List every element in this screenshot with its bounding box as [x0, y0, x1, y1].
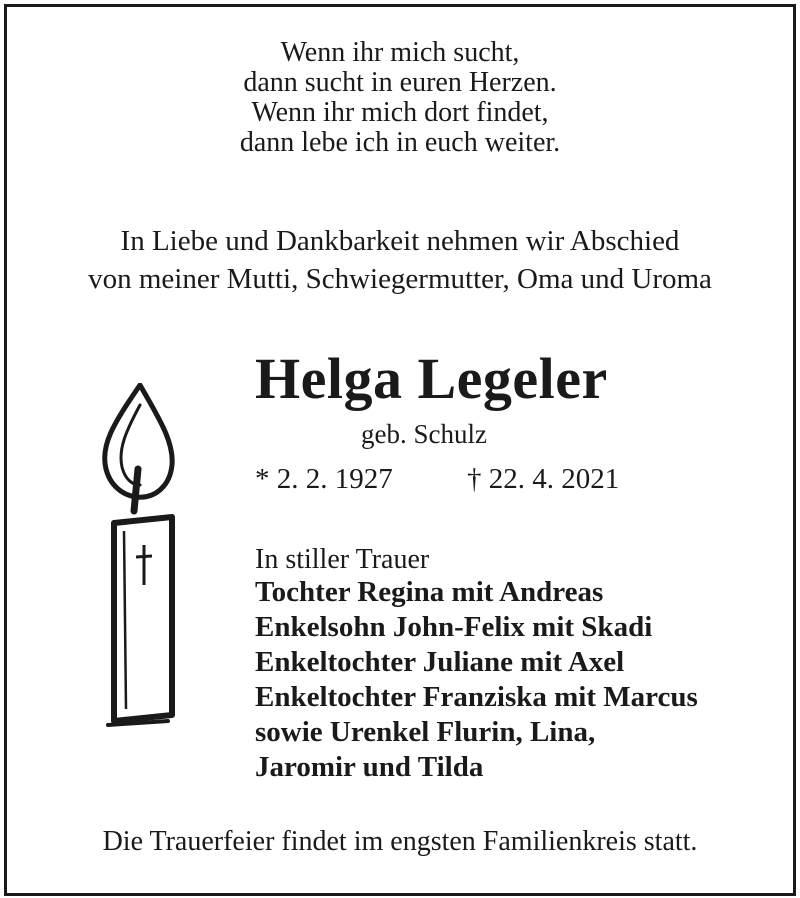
candle-icon [100, 383, 190, 735]
mourner-line: Jaromir und Tilda [255, 751, 484, 783]
funeral-note: Die Trauerfeier findet im engsten Familienkreis statt. [102, 826, 698, 857]
mourner-line: Tochter Regina mit Andreas [255, 576, 604, 608]
mourner-line: sowie Urenkel Flurin, Lina, [255, 716, 596, 748]
poem-line: Wenn ihr mich dort findet, [251, 97, 549, 128]
poem [0, 38, 800, 158]
farewell-intro [0, 222, 800, 298]
death-date: † 22. 4. 2021 [467, 463, 620, 495]
mourners-lead: In stiller Trauer [255, 544, 430, 575]
poem-line: Wenn ihr mich sucht, [280, 37, 520, 68]
intro-line: In Liebe und Dankbarkeit nehmen wir Abschied [120, 225, 680, 257]
mourner-line: Enkelsohn John-Felix mit Skadi [255, 611, 653, 643]
candle-wick [134, 469, 138, 511]
birth-name: geb. Schulz [361, 419, 487, 449]
mourners-block [255, 545, 698, 785]
poem-line: dann sucht in euren Herzen. [243, 67, 557, 98]
birth-date: * 2. 2. 1927 [255, 463, 393, 495]
mourner-line: Enkeltochter Franziska mit Marcus [255, 681, 698, 713]
poem-line: dann lebe ich in euch weiter. [239, 127, 561, 158]
mourner-line: Enkeltochter Juliane mit Axel [255, 646, 625, 678]
deceased-name: Helga Legeler [255, 346, 608, 411]
intro-line: von meiner Mutti, Schwiegermutter, Oma und Uroma [88, 263, 712, 295]
